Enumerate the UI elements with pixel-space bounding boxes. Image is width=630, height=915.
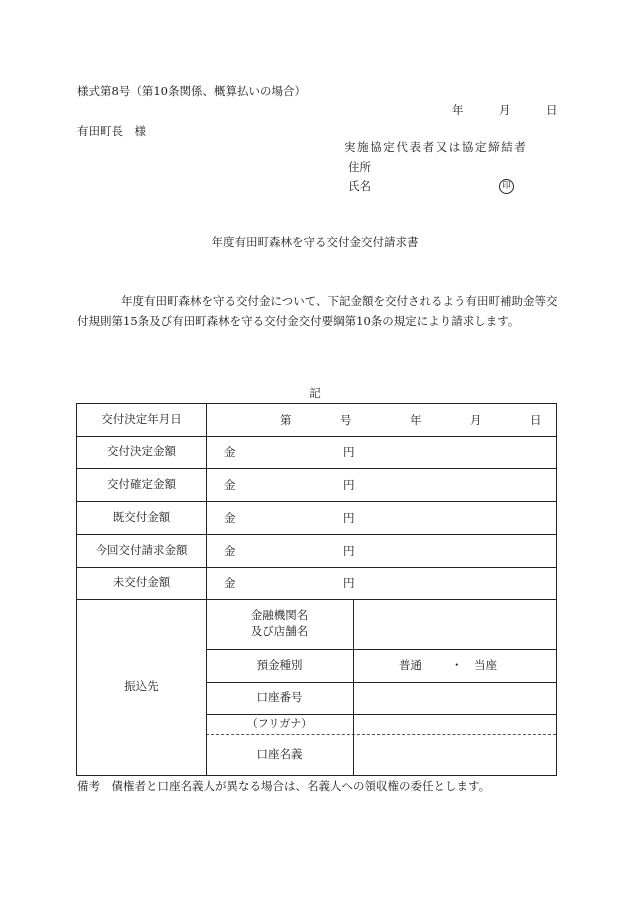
furigana-label: （フリガナ） bbox=[246, 716, 313, 730]
amount-label: 今回交付請求金額 bbox=[95, 542, 188, 557]
amount-kin: 金 bbox=[224, 511, 236, 525]
ki-heading: 記 bbox=[309, 386, 321, 400]
transfer-label: 振込先 bbox=[124, 679, 159, 694]
amount-kin: 金 bbox=[224, 478, 236, 492]
amount-kin: 金 bbox=[224, 544, 236, 558]
decision-month: 月 bbox=[470, 413, 482, 427]
account-name-label: 口座名義 bbox=[256, 746, 303, 761]
bank-name-label: 金融機関名 bbox=[250, 608, 309, 623]
amount-yen: 円 bbox=[343, 511, 355, 525]
deposit-type-separator: ・ bbox=[451, 658, 463, 672]
amount-label: 未交付金額 bbox=[112, 575, 171, 590]
column-divider bbox=[353, 599, 354, 775]
date-year-label: 年 bbox=[452, 103, 464, 117]
form-number: 様式第8号（第10条関係、概算払いの場合） bbox=[77, 84, 306, 98]
applicant-name-label: 氏名 bbox=[348, 179, 371, 193]
amount-yen: 円 bbox=[343, 544, 355, 558]
branch-name-label: 及び店舗名 bbox=[250, 624, 309, 638]
date-day-label: 日 bbox=[546, 103, 558, 117]
bank-name-cell bbox=[206, 599, 353, 649]
body-text: 年度有田町森林を守る交付金について、下記金額を交付されるよう有田町補助金等交付規則第15条及び有田町森林を守る交付金交付要綱第10条の規定により請求します。 bbox=[77, 294, 558, 328]
decision-date-label: 交付決定年月日 bbox=[101, 412, 182, 427]
seal-mark: 印 bbox=[499, 179, 514, 194]
decision-day: 日 bbox=[530, 413, 542, 427]
amount-yen: 円 bbox=[343, 478, 355, 492]
decision-year: 年 bbox=[410, 413, 422, 427]
applicant-title: 実施協定代表者又は協定締結者 bbox=[344, 140, 528, 154]
amount-label: 交付確定金額 bbox=[107, 476, 176, 491]
amount-yen: 円 bbox=[343, 576, 355, 590]
amount-label: 交付決定金額 bbox=[107, 444, 176, 459]
amount-label: 既交付金額 bbox=[112, 509, 171, 524]
deposit-type-ordinary: 普通 bbox=[399, 658, 422, 672]
request-table bbox=[76, 403, 557, 776]
remarks: 備考 債権者と口座名義人が異なる場合は、名義人への領収権の委任とします。 bbox=[77, 779, 491, 793]
date-month-label: 月 bbox=[499, 103, 511, 117]
account-number-label: 口座番号 bbox=[256, 690, 303, 705]
applicant-address-label: 住所 bbox=[348, 160, 371, 174]
deposit-type-current: 当座 bbox=[474, 658, 497, 672]
amount-kin: 金 bbox=[224, 576, 236, 590]
amount-kin: 金 bbox=[224, 445, 236, 459]
decision-dai: 第 bbox=[280, 413, 292, 427]
document-title: 年度有田町森林を守る交付金交付請求書 bbox=[211, 235, 419, 249]
deposit-type-label: 預金種別 bbox=[256, 657, 303, 672]
amount-yen: 円 bbox=[343, 445, 355, 459]
addressee: 有田町長 様 bbox=[77, 124, 146, 138]
decision-go: 号 bbox=[340, 413, 352, 427]
